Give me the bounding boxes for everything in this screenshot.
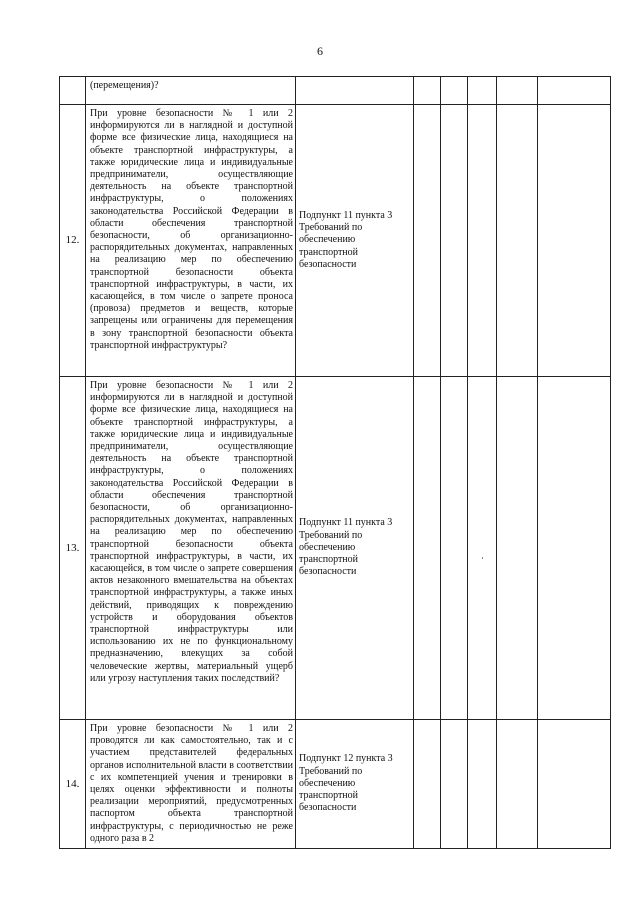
reference-cell: Подпункт 11 пункта 3 Требований по обеспечению транспортной безопасности [296, 105, 414, 377]
extra-cell [497, 77, 538, 105]
answer-not-applicable-cell [468, 720, 497, 849]
question-cell: При уровне безопасности № 1 или 2 информируются ли в наглядной и доступной форме все физические лица, находящиеся на объекте транспортной инфраструктуры, а также юридические лица и индивидуальные предприниматели, осуществляющие деятельность на объекте транспортной инфраструктуры, о положениях законодательства Российской Федерации в области обеспечения транспортной безопасности, об организационно-распорядительных документах, направленных на реализацию мер по обеспечению транспортной безопасности объекта транспортной инфраструктуры, в части, их касающейся, в том числе о запрете проноса (провоза) предметов и веществ, которые запрещены или ограничены для перемещения в зону транспортной безопасности объекта транспортной инфраструктуры? [86, 105, 296, 377]
answer-no-cell [441, 720, 468, 849]
row-number [60, 77, 86, 105]
table-row [60, 377, 611, 720]
scan-speck [482, 557, 483, 559]
table-row [60, 77, 611, 105]
answer-not-applicable-cell [468, 377, 497, 720]
reference-cell: Подпункт 12 пункта 3 Требований по обеспечению транспортной безопасности [296, 720, 414, 849]
extra-cell [497, 105, 538, 377]
requirements-checklist-table [59, 76, 611, 849]
answer-no-cell [441, 105, 468, 377]
row-number: 13. [60, 377, 86, 720]
notes-cell [538, 720, 611, 849]
extra-cell [497, 377, 538, 720]
reference-cell: Подпункт 11 пункта 3 Требований по обеспечению транспортной безопасности [296, 377, 414, 720]
answer-no-cell [441, 377, 468, 720]
answer-not-applicable-cell [468, 105, 497, 377]
answer-yes-cell [414, 105, 441, 377]
notes-cell [538, 77, 611, 105]
row-number: 14. [60, 720, 86, 849]
table-row [60, 105, 611, 377]
answer-not-applicable-cell [468, 77, 497, 105]
table-row [60, 720, 611, 849]
notes-cell [538, 105, 611, 377]
answer-yes-cell [414, 77, 441, 105]
page-number: 6 [317, 44, 323, 58]
reference-cell [296, 77, 414, 105]
answer-yes-cell [414, 720, 441, 849]
answer-yes-cell [414, 377, 441, 720]
extra-cell [497, 720, 538, 849]
row-number: 12. [60, 105, 86, 377]
answer-no-cell [441, 77, 468, 105]
question-cell: При уровне безопасности № 1 или 2 проводятся ли как самостоятельно, так и с участием представителей федеральных органов исполнительной власти в соответствии с их компетенцией учения и тренировки в целях оценки эффективности и полноты реализации мероприятий, предусмотренных паспортом объекта транспортной инфраструктуры, с периодичностью не реже одного раза в 2 [86, 720, 296, 849]
question-cell: (перемещения)? [86, 77, 296, 105]
notes-cell [538, 377, 611, 720]
question-cell: При уровне безопасности № 1 или 2 информируются ли в наглядной и доступной форме все физические лица, находящиеся на объекте транспортной инфраструктуры, а также юридические лица и индивидуальные предприниматели, осуществляющие деятельность на объекте транспортной инфраструктуры, о положениях законодательства Российской Федерации в области обеспечения транспортной безопасности, об организационно-распорядительных документах, направленных на реализацию мер по обеспечению транспортной безопасности объекта транспортной инфраструктуры, в части, их касающейся, в том числе о запрете совершения актов незаконного вмешательства на объектах транспортной инфраструктуры, а также иных действий, приводящих к повреждению устройств и оборудования объектов транспортной инфраструктуры или использованию их не по функциональному предназначению, влекущих за собой человеческие жертвы, материальный ущерб или угрозу наступления таких последствий? [86, 377, 296, 720]
